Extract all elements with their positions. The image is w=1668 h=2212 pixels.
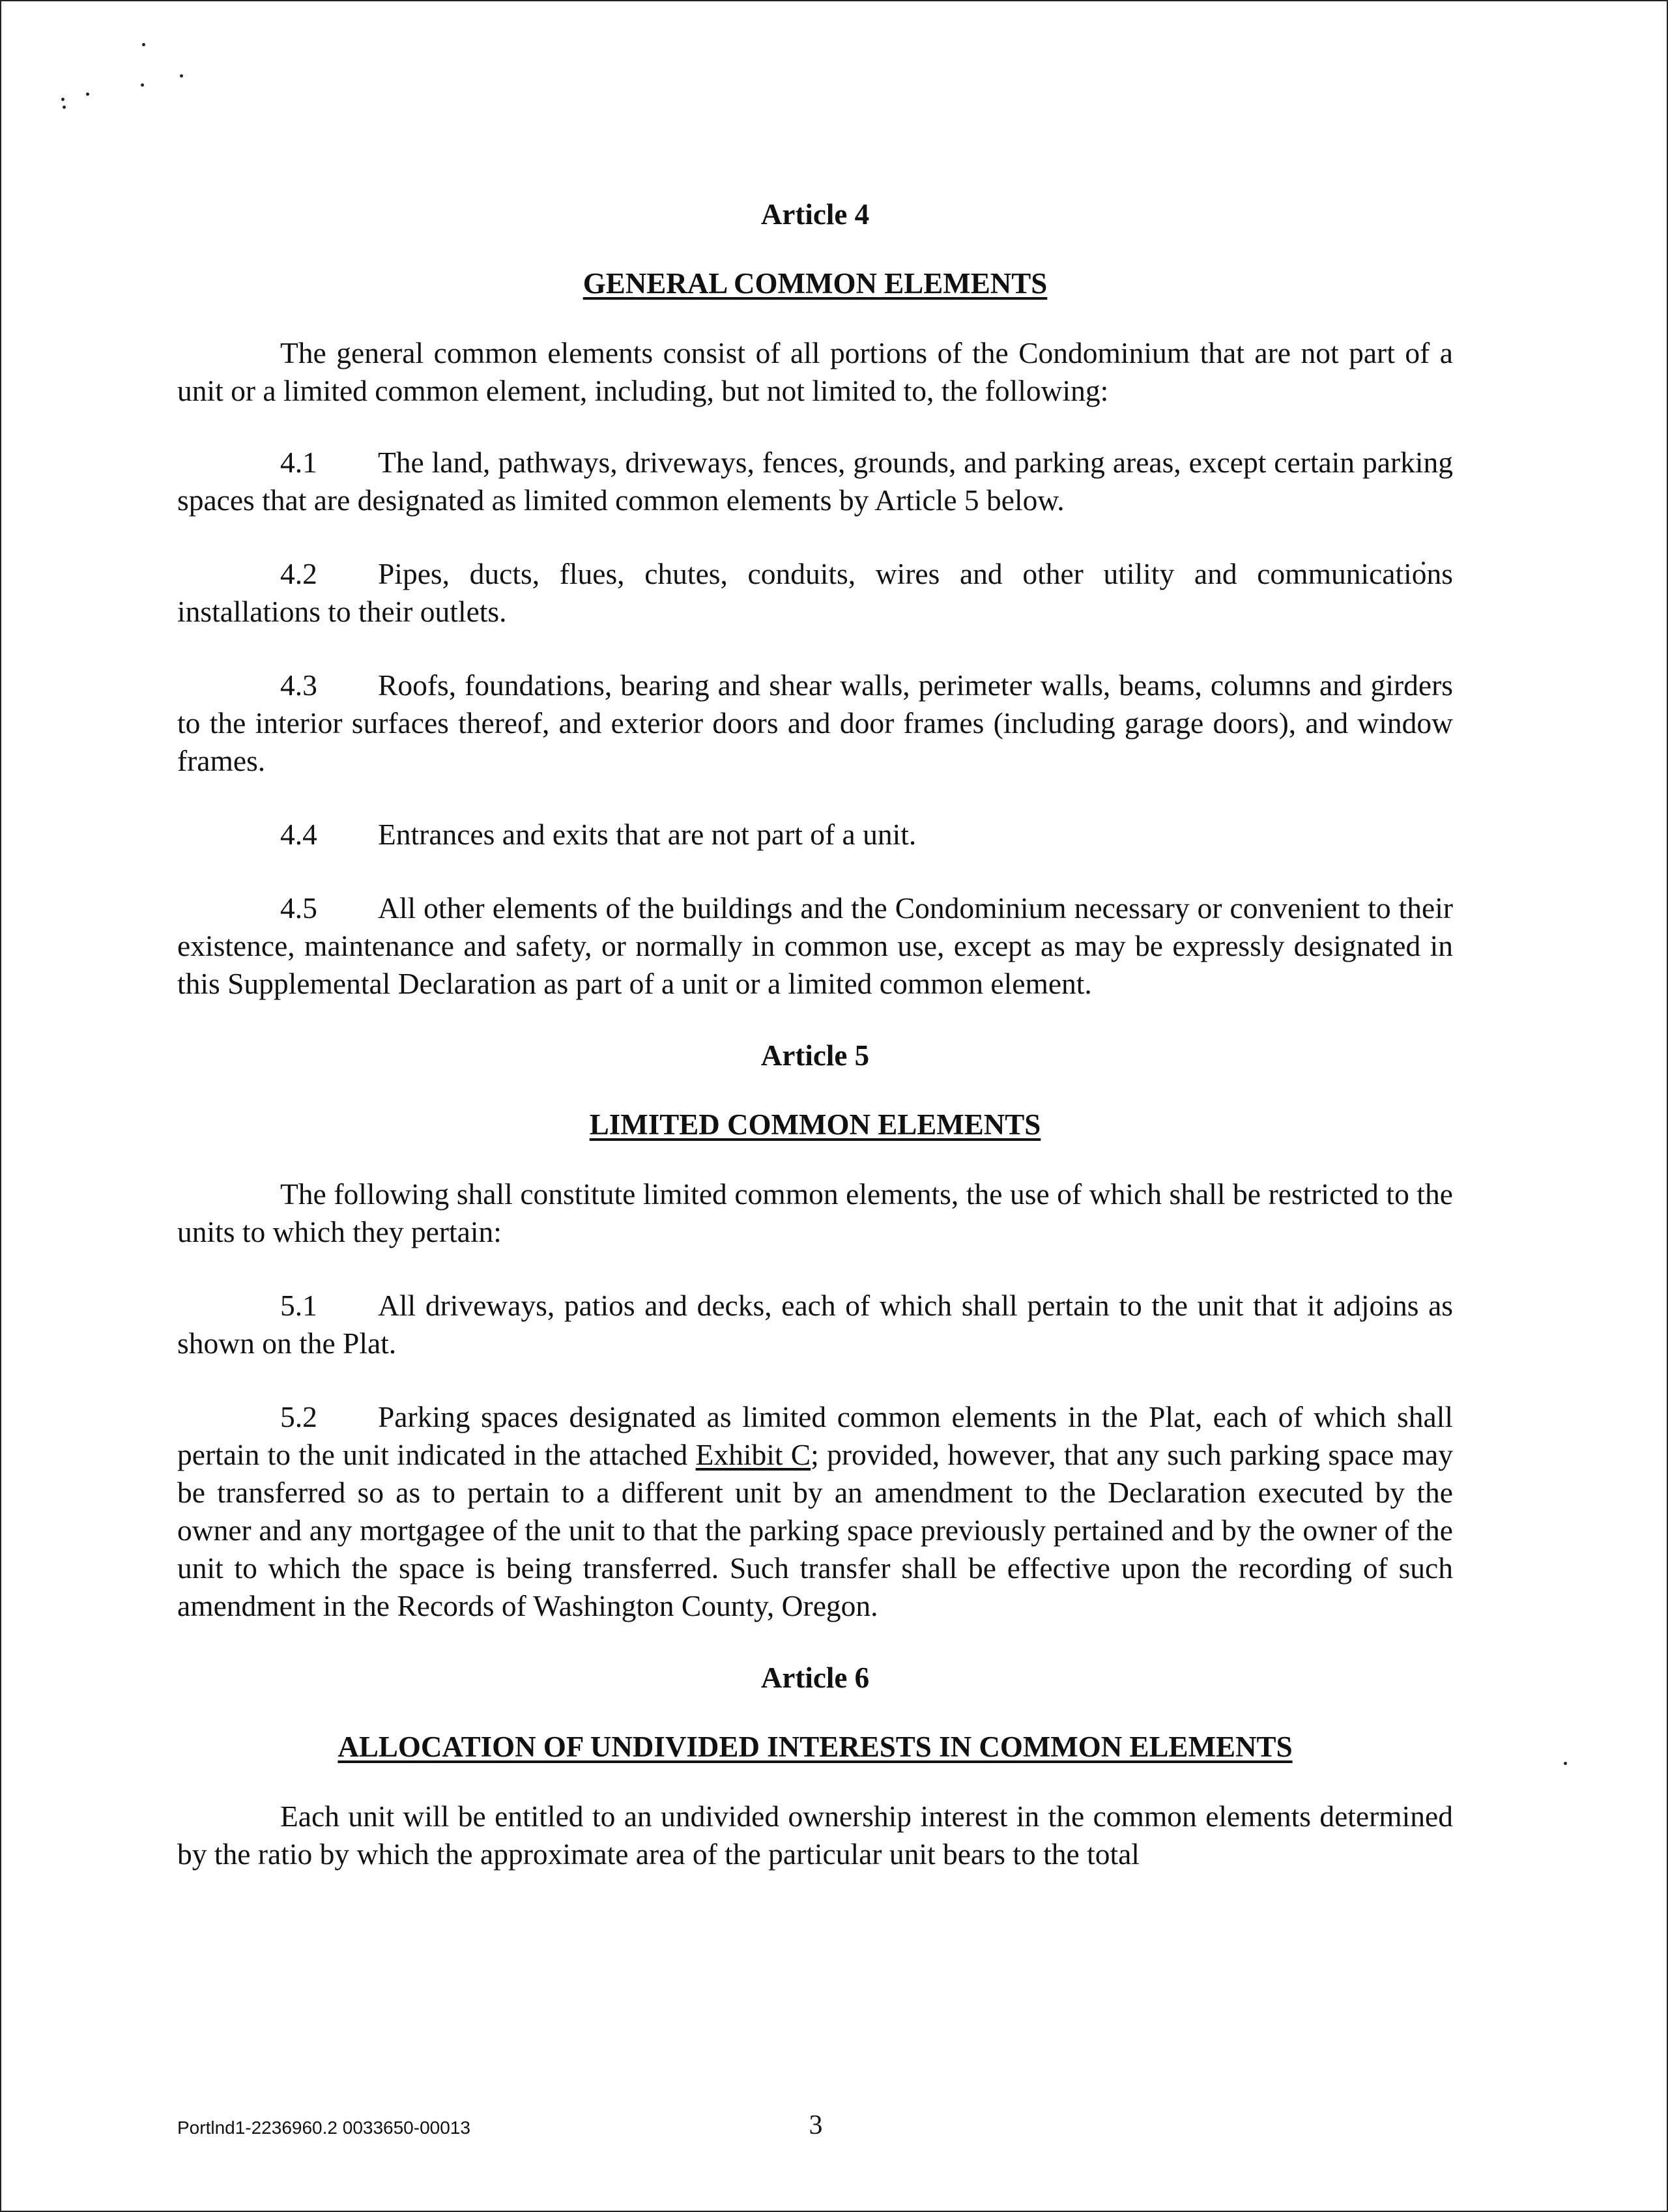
article-6-intro: Each unit will be entitled to an undivided ownership interest in the common elements determined by the ratio by which the approximate area of the particular unit bears to the total [177,1800,1453,1871]
section-text: Entrances and exits that are not part of a unit. [378,818,917,851]
section-text: All driveways, patios and decks, each of which shall pertain to the unit that it adjoins as shown on the Plat. [177,1289,1453,1360]
section-number: 4.5 [280,891,317,925]
article-4-title: GENERAL COMMON ELEMENTS [582,267,1048,300]
section-number: 4.2 [280,557,317,590]
section-text: The land, pathways, driveways, fences, grounds, and parking areas, except certain parking spaces that are designated as limited common elements by Article 5 below. [177,446,1453,517]
page-number: 3 [809,2110,823,2140]
article-4-intro: The general common elements consist of all portions of the Condominium that are not part of a unit or a limited common element, including, but not limited to, the following: [177,336,1453,407]
section-4-2 [177,555,1453,631]
scan-speck [180,74,183,78]
section-number: 5.2 [280,1400,317,1433]
article-4-heading: Article 4 [760,198,870,231]
section-4-1 [177,444,1453,519]
section-number: 4.1 [280,446,317,479]
scan-speck [61,98,65,101]
article-5-title: LIMITED COMMON ELEMENTS [589,1108,1041,1141]
section-text: ; provided, however, that any such parking space may be transferred so as to pertain to a different unit by an amendment to the Declaration executed by the owner and any mortgagee of the unit to that the parking space previously pertained and by the owner of the unit to which the space is being transferred. Such transfer shall be effective upon the recording of such amendment in the Records of Washington County, Oregon. [177,1438,1453,1622]
article-5-intro: The following shall constitute limited common elements, the use of which shall be restricted to the units to which they pertain: [177,1177,1453,1248]
section-4-3 [177,667,1453,780]
section-text: Pipes, ducts, flues, chutes, conduits, wires and other utility and communications installations to their outlets. [177,557,1453,628]
article-6-title: ALLOCATION OF UNDIVIDED INTERESTS IN COMMON ELEMENTS [338,1731,1293,1763]
section-text: Parking spaces designated as limited common elements in the Plat, each of which shall pertain to the unit indicated in the attached [177,1400,1453,1471]
scan-speck [141,83,144,87]
scan-speck [142,43,145,46]
section-number: 4.3 [280,668,317,702]
scan-speck [86,93,89,96]
section-number: 5.1 [280,1289,317,1322]
footer-document-id: Portlnd1-2236960.2 0033650-00013 [177,2118,470,2138]
scan-speck [1564,1762,1567,1765]
article-5-heading: Article 5 [760,1039,870,1072]
section-5-1 [177,1287,1453,1362]
section-4-5 [177,889,1453,1003]
section-5-2 [177,1398,1453,1625]
section-4-4 [177,816,1453,854]
section-number: 4.4 [280,818,317,851]
scan-speck [63,106,66,109]
exhibit-c-reference: Exhibit C [695,1438,811,1471]
section-text: Roofs, foundations, bearing and shear walls, perimeter walls, beams, columns and girders to the interior surfaces thereof, and exterior doors and door frames (including garage doors), and window frames. [177,668,1453,777]
document-body [177,195,1453,1873]
article-6-heading: Article 6 [760,1661,870,1694]
section-text: All other elements of the buildings and the Condominium necessary or convenient to their existence, maintenance and safety, or normally in common use, except as may be expressly designated in this Supplemental Declaration as part of a unit or a limited common element. [177,891,1453,1000]
